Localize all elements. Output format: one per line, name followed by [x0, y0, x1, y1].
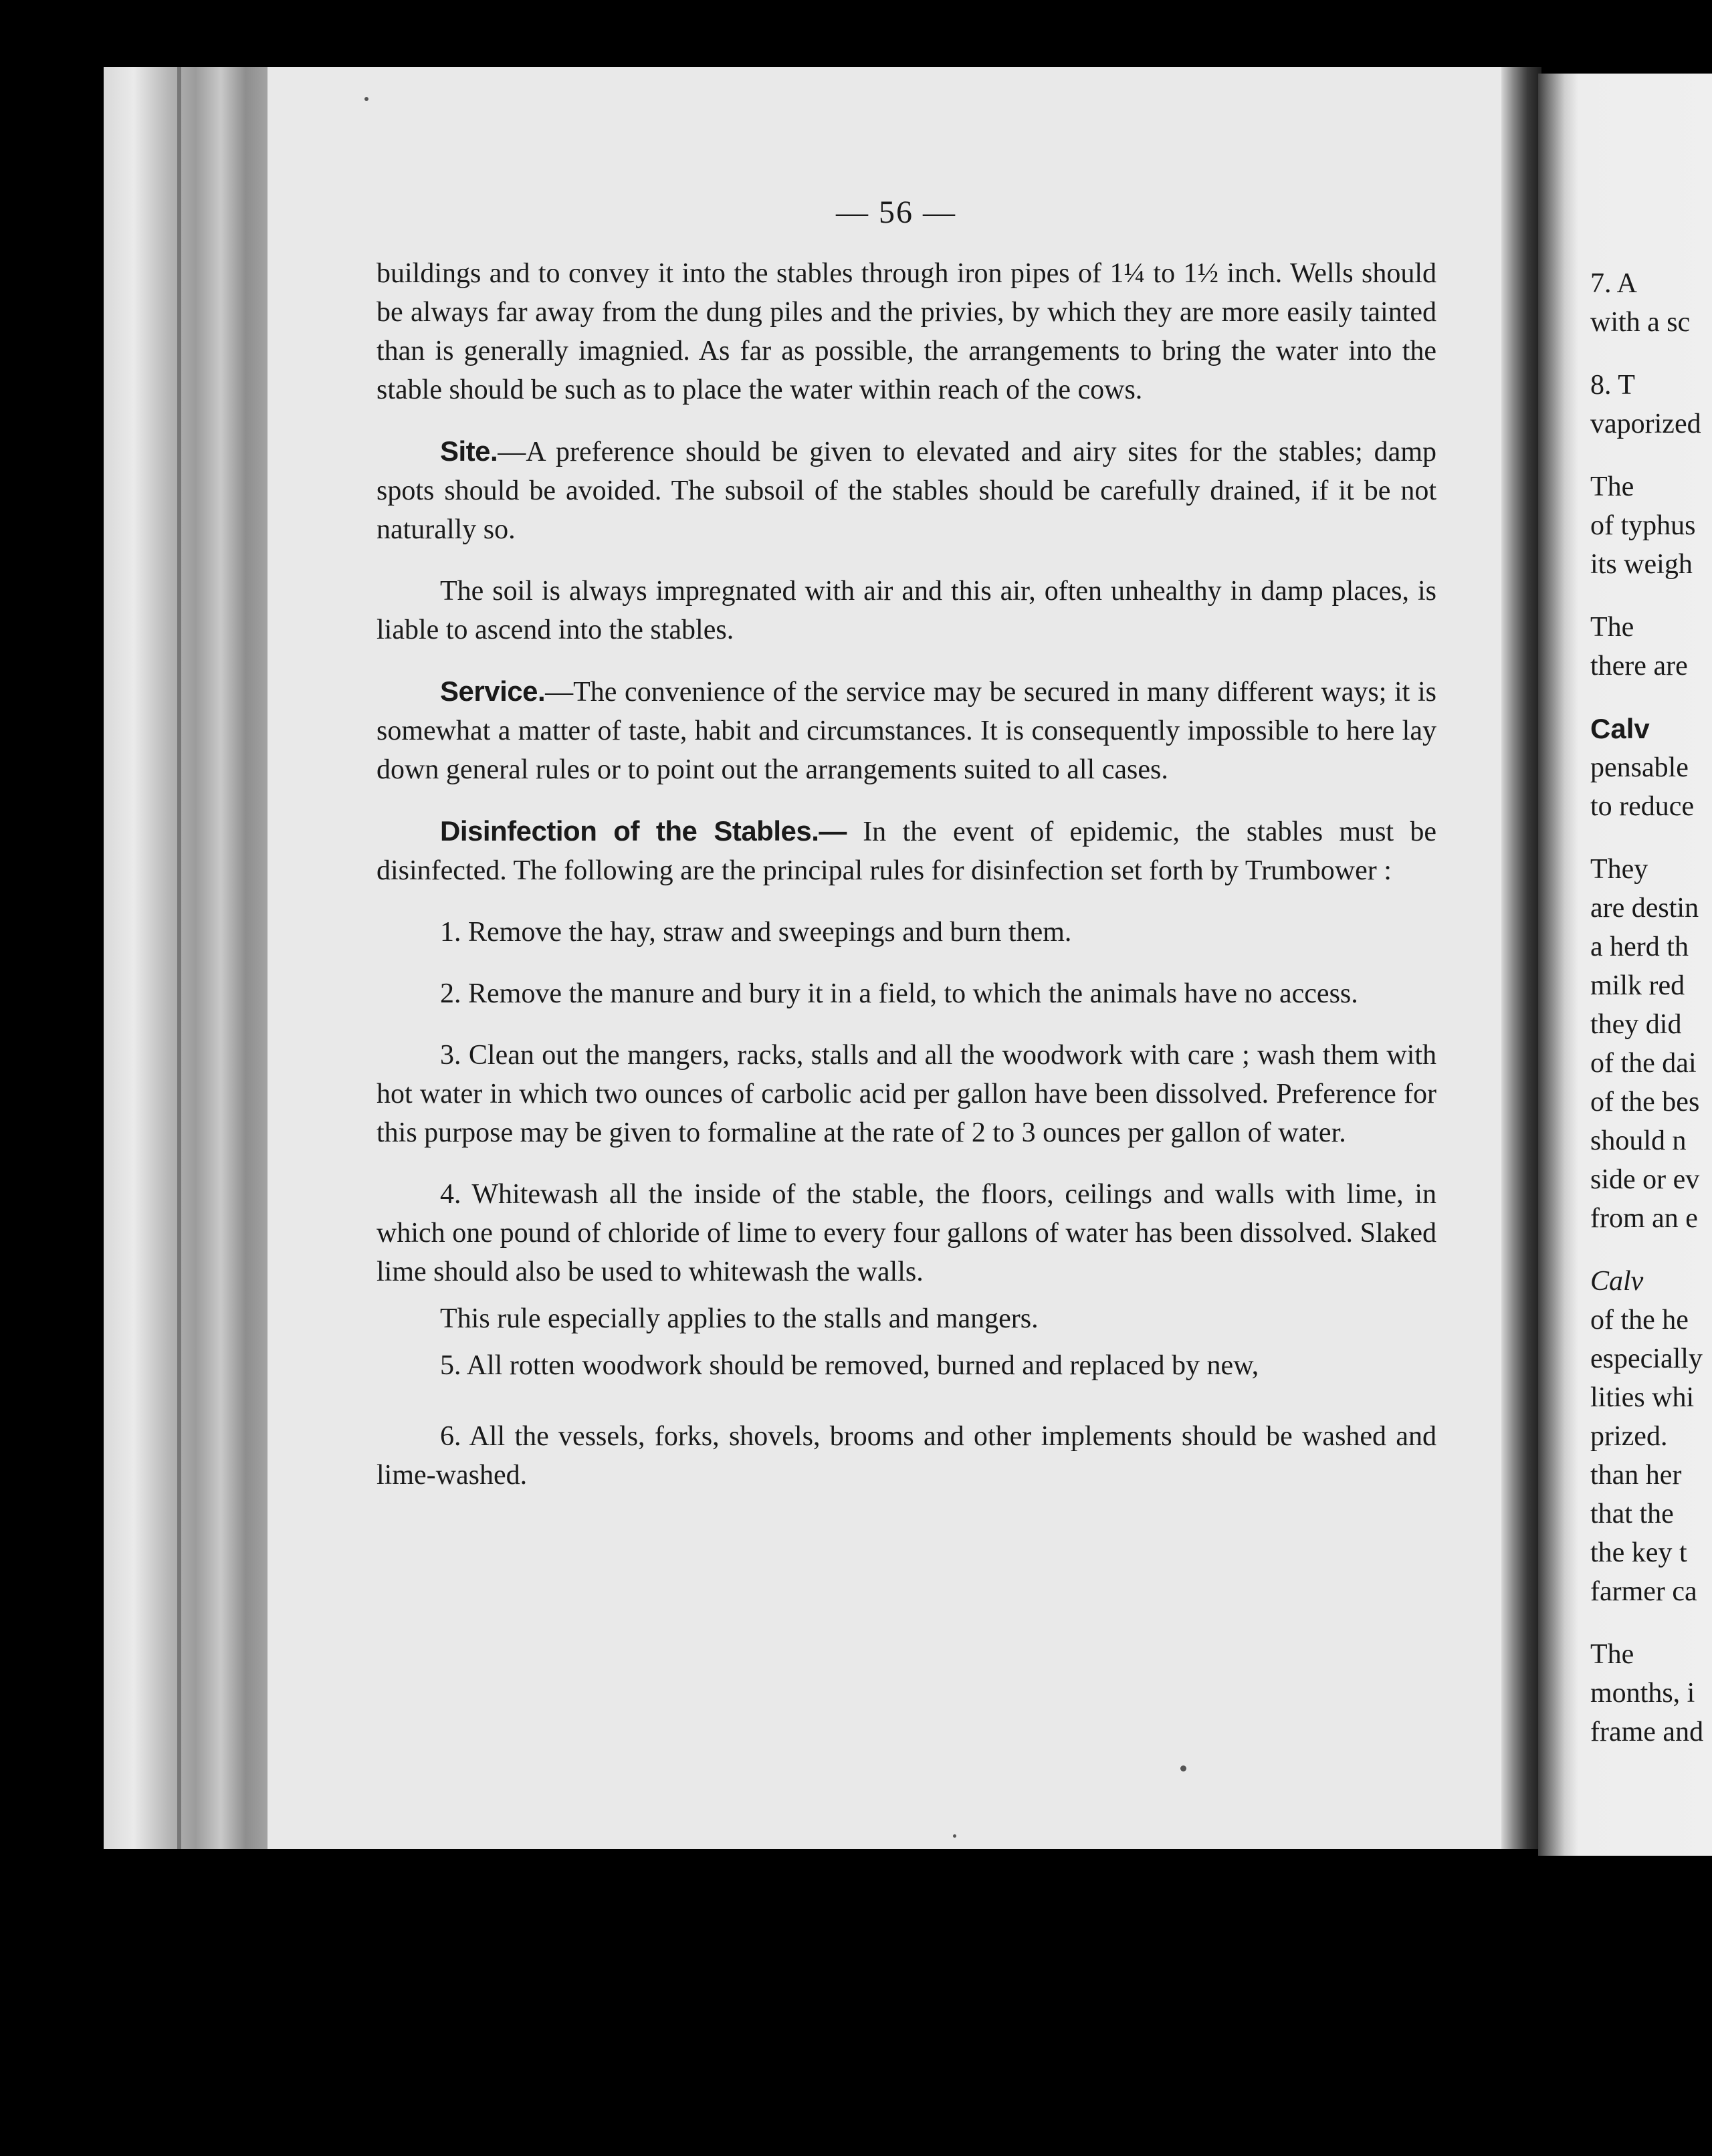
list-item-4: 4. Whitewash all the inside of the stable, the floors, ceilings and walls with lime, in which one pound of chloride of lime to every four gallons of water has been dissolved. Slaked lime should also be used to whitewash the walls. [377, 1179, 1436, 1287]
right-page-line: are destin [1590, 893, 1699, 924]
paragraph-site-text: —A preference should be given to elevated and airy sites for the stables; damp spots should be avoided. The subsoil of the stables should be carefully drained, if it be not naturally so. [377, 437, 1436, 545]
right-page-line: 8. T [1590, 370, 1635, 401]
gutter-shadow [1501, 67, 1541, 1849]
right-page-line: side or ev [1590, 1164, 1700, 1195]
speck [1180, 1765, 1186, 1771]
right-page-text [1590, 264, 1712, 1751]
list-item-3: 3. Clean out the mangers, racks, stalls and all the woodwork with care ; wash them with hot water in which two ounces of carbolic acid per gallon have been dissolved. Preference for this purpose may be given to formaline at the rate of 2 to 3 ounces per gallon of water. [377, 1040, 1436, 1148]
right-page-line: they did [1590, 1009, 1682, 1040]
right-page-heading: Calv [1590, 713, 1650, 744]
paragraph-soil: The soil is always impregnated with air and this air, often unhealthy in damp places, is liable to ascend into the stables. [377, 576, 1436, 645]
list-item-5: 5. All rotten woodwork should be removed, burned and replaced by new, [440, 1350, 1259, 1381]
heading-service: Service. [440, 675, 546, 707]
right-page-line: vaporized [1590, 409, 1701, 439]
right-page-line: especially [1590, 1343, 1703, 1374]
right-page-line: of typhus [1590, 510, 1696, 541]
right-page-line: of the bes [1590, 1087, 1700, 1117]
paragraph-service [377, 672, 1436, 789]
right-page-line: months, i [1590, 1678, 1695, 1709]
right-page-line: pensable [1590, 752, 1689, 783]
right-page-line: milk red [1590, 970, 1685, 1001]
right-page-line: that the [1590, 1499, 1674, 1529]
right-page-line: farmer ca [1590, 1576, 1697, 1607]
right-page-line: with a sc [1590, 307, 1691, 338]
right-page-line: prized. [1590, 1421, 1668, 1452]
paragraph-service-text: —The convenience of the service may be secured in many different ways; it is somewhat a matter of taste, habit and circumstances. It is consequently impossible to here lay down general rules or to point out the arrangements suited to all cases. [377, 677, 1436, 785]
paragraph-disinfection-text: In the event of epidemic, the stables must be disinfected. The following are the principal rules for disinfection set forth by Trumbower : [377, 817, 1436, 886]
list-item-4-note: This rule especially applies to the stalls and mangers. [440, 1303, 1039, 1334]
right-page-line: of the dai [1590, 1048, 1697, 1079]
page-edge-stack [104, 67, 271, 1849]
right-page-line: The [1590, 612, 1634, 643]
paragraph-site [377, 432, 1436, 549]
speck [953, 1834, 956, 1838]
right-page-line: there are [1590, 651, 1688, 681]
speck [364, 97, 368, 101]
right-page-line: 7. A [1590, 268, 1638, 299]
heading-site: Site. [440, 435, 498, 467]
heading-disinfection: Disinfection of the Stables.— [440, 815, 847, 847]
right-page-line: The [1590, 1639, 1634, 1670]
right-page-line: from an e [1590, 1203, 1698, 1234]
list-item-6: 6. All the vessels, forks, shovels, brooms and other implements should be washed and lime-washed. [377, 1421, 1436, 1491]
page-body [377, 254, 1436, 1517]
right-page-line: should n [1590, 1125, 1687, 1156]
list-item-1: 1. Remove the hay, straw and sweepings and burn them. [440, 917, 1072, 948]
right-page-line: The [1590, 471, 1634, 502]
right-page-line: They [1590, 854, 1648, 885]
right-page-line: the key t [1590, 1537, 1687, 1568]
paragraph-water-supply: buildings and to convey it into the stables through iron pipes of 1¼ to 1½ inch. Wells should be always far away from the dung piles and the privies, by which they are more easily tainted than is generally imagnied. As far as possible, the arrangements to bring the water into the stable should be such as to place the water within reach of the cows. [377, 258, 1436, 405]
right-page-line: to reduce [1590, 791, 1695, 822]
paragraph-disinfection [377, 812, 1436, 890]
right-page-line: of the he [1590, 1305, 1689, 1335]
list-item-2: 2. Remove the manure and bury it in a field, to which the animals have no access. [440, 978, 1358, 1009]
right-page-line: than her [1590, 1460, 1682, 1491]
right-page-line: its weigh [1590, 549, 1693, 580]
right-page-line: lities whi [1590, 1382, 1695, 1413]
right-page-line: Calv [1590, 1266, 1644, 1297]
right-page-line: frame and [1590, 1717, 1704, 1747]
page-number: — 56 — [836, 195, 956, 230]
right-page-line: a herd th [1590, 932, 1689, 962]
